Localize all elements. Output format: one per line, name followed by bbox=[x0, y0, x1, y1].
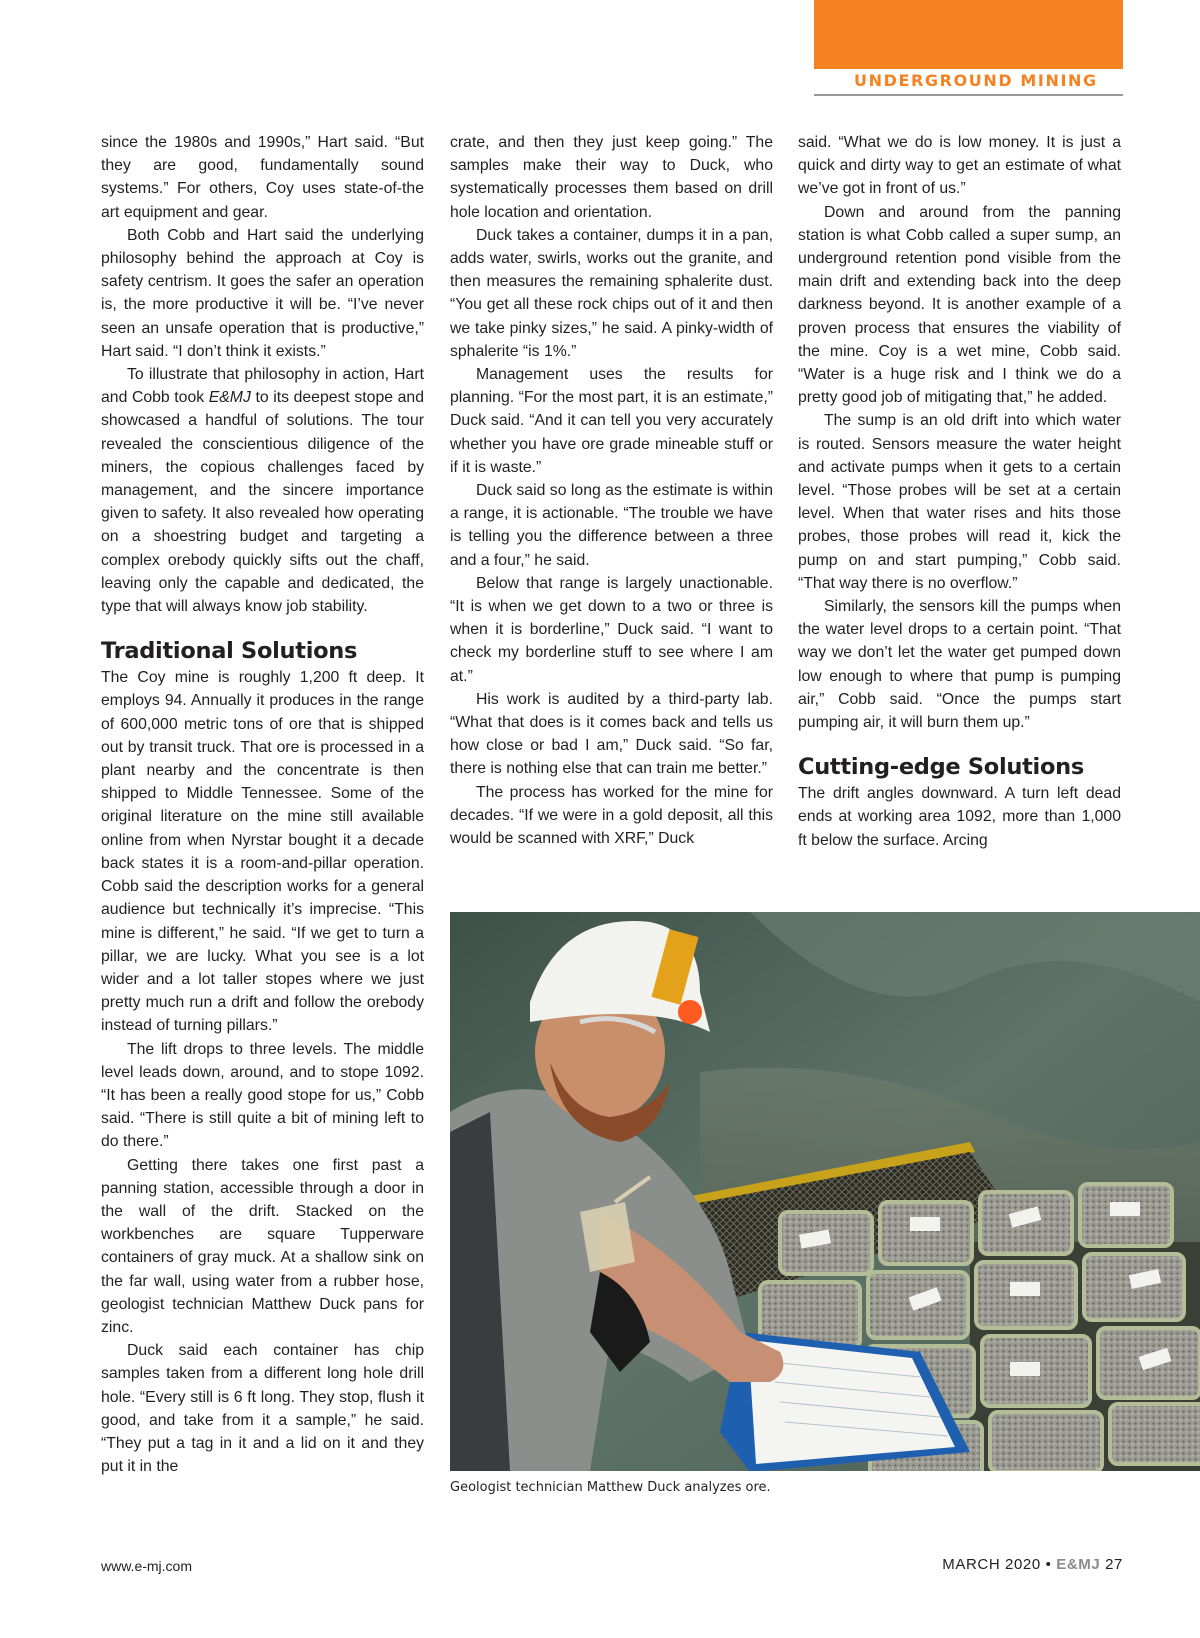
paragraph: since the 1980s and 1990s,” Hart said. “But they are good, fundamentally sound systems.” For others, Coy uses state-of-the art equipment and gear. bbox=[101, 134, 424, 221]
header-orange-bar bbox=[814, 0, 1123, 69]
paragraph: The lift drops to three levels. The middle level leads down, around, and to stope 1092. “It has been a really good stope for us,” Cobb said. “There is still quite a bit of mining left to do there.” bbox=[101, 1040, 424, 1151]
paragraph: Getting there takes one first past a panning station, accessible through a door in the wall of the drift. Stacked on the workbenches are square Tupperware containers of gray muck. At a shallow sink on the far wall, using water from a rubber hose, geologist technician Matthew Duck pans for zinc. bbox=[101, 1156, 424, 1336]
paragraph: Duck said so long as the estimate is within a range, it is actionable. “The trouble we have is telling you the difference between a three and a four,” he said. bbox=[450, 482, 773, 569]
paragraph: The drift angles downward. A turn left dead ends at working area 1092, more than 1,000 ft below the surface. Arcing bbox=[798, 785, 1121, 849]
paragraph: Down and around from the panning station is what Cobb called a super sump, an underground retention pond visible from the main drift and extending back into the deep darkness beyond. It is another example of a proven process that ensures the viability of the mine. Coy is a wet mine, Cobb said. “Water is a huge risk and I think we do a pretty good job of mitigating that,” he added. bbox=[798, 203, 1121, 407]
subheading-traditional-solutions: Traditional Solutions bbox=[101, 638, 358, 665]
footer-url: www.e-mj.com bbox=[101, 1558, 193, 1574]
paragraph: The Coy mine is roughly 1,200 ft deep. It employs 94. Annually it produces in the range of 600,000 metric tons of ore that is shipped out by transit truck. That ore is processed in a plant nearby and the concentrate is then shipped to Middle Tennessee. Some of the original literature on the mine still available online from when Nyrstar bought it a decade back states it is a room-and-pillar operation. Cobb said the description works for a general audience but technically it’s imprecise. “This mine is different,” he said. “If we get to turn a pillar, we are lucky. What you see is a lot wider and a lot taller stopes where we just pretty much run a drift and follow the orebody instead of turning pillars.” bbox=[101, 669, 424, 1035]
paragraph: crate, and then they just keep going.” The samples make their way to Duck, who systematically processes them based on drill hole location and orientation. bbox=[450, 134, 773, 221]
paragraph: Both Cobb and Hart said the underlying philosophy behind the approach at Coy is safety centrism. It goes the safer an operation is, the more productive it will be. “I’ve never seen an unsafe operation that is productive,” Hart said. “I don’t think it exists.” bbox=[101, 226, 424, 360]
photo-geologist-analyzing-ore bbox=[450, 912, 1200, 1471]
paragraph: Below that range is largely unactionable. “It is when we get down to a two or three is when it is borderline,” Duck said. “I want to check my borderline stuff to see where I am at.” bbox=[450, 574, 773, 685]
subheading-cutting-edge-solutions: Cutting-edge Solutions bbox=[798, 754, 1084, 781]
paragraph: The process has worked for the mine for decades. “If we were in a gold deposit, all this would be scanned with XRF,” Duck bbox=[450, 783, 773, 848]
paragraph: Duck takes a container, dumps it in a pan, adds water, swirls, works out the granite, and then measures the remaining sphalerite dust. “You get all these rock chips out of it and then we take pinky sizes,” he said. A pinky-width of sphalerite “is 1%.” bbox=[450, 226, 773, 360]
paragraph: Management uses the results for planning. “For the most part, it is an estimate,” Duck said. “And it can tell you very accurately whether you have ore grade mineable stuff or if it is waste.” bbox=[450, 366, 773, 476]
paragraph: Similarly, the sensors kill the pumps when the water level drops to a certain point. “That way we don’t let the water get pumped down low enough to where that pump is pumping air,” Cobb said. “Once the pumps start pumping air, it will burn them up.” bbox=[798, 598, 1121, 732]
column-1 bbox=[101, 131, 424, 1511]
footer-folio bbox=[942, 1556, 1123, 1573]
paragraph: To illustrate that philosophy in action, Hart and Cobb took E&MJ to its deepest stope and showcased a handful of solutions. The tour revealed the conscientious diligence of the miners, the copious challenges faced by management, and the sincere importance given to safety. It also revealed how operating on a shoestring budget and targeting a complex orebody quickly sifts out the chaff, leaving only the capable and dedicated, the type that will always know job stability. bbox=[101, 366, 424, 616]
column-3 bbox=[798, 131, 1121, 899]
photo-caption: Geologist technician Matthew Duck analyzes ore. bbox=[450, 1480, 771, 1495]
paragraph: said. “What we do is low money. It is just a quick and dirty way to get an estimate of what we’ve got in front of us.” bbox=[798, 134, 1121, 198]
publication-name: E&MJ bbox=[208, 389, 251, 407]
page-number: 27 bbox=[1105, 1556, 1123, 1573]
section-label: UNDERGROUND MINING bbox=[814, 70, 1123, 96]
paragraph: Duck said each container has chip samples taken from a different long hole drill hole. “Every still is 6 ft long. They stop, flush it good, and take from it a sample,” he said. “They put a tag in it and a lid on it and they put it in the bbox=[101, 1342, 424, 1476]
paragraph: His work is audited by a third-party lab. “What that does is it comes back and tells us how close or bad I am,” Duck said. “So far, there is nothing else that can train me better.” bbox=[450, 690, 773, 778]
footer-brand: E&MJ bbox=[1056, 1556, 1101, 1573]
footer-separator: • bbox=[1045, 1556, 1052, 1573]
column-2 bbox=[450, 131, 773, 899]
footer-date: MARCH 2020 bbox=[942, 1556, 1041, 1573]
paragraph: The sump is an old drift into which water is routed. Sensors measure the water height and activate pumps when it gets to a certain level. “Those probes will be set at a certain level. When that water rises and hits those probes, those probes will read it, kick the pump on and start pumping,” Cobb said. “That way there is no overflow.” bbox=[798, 412, 1121, 592]
